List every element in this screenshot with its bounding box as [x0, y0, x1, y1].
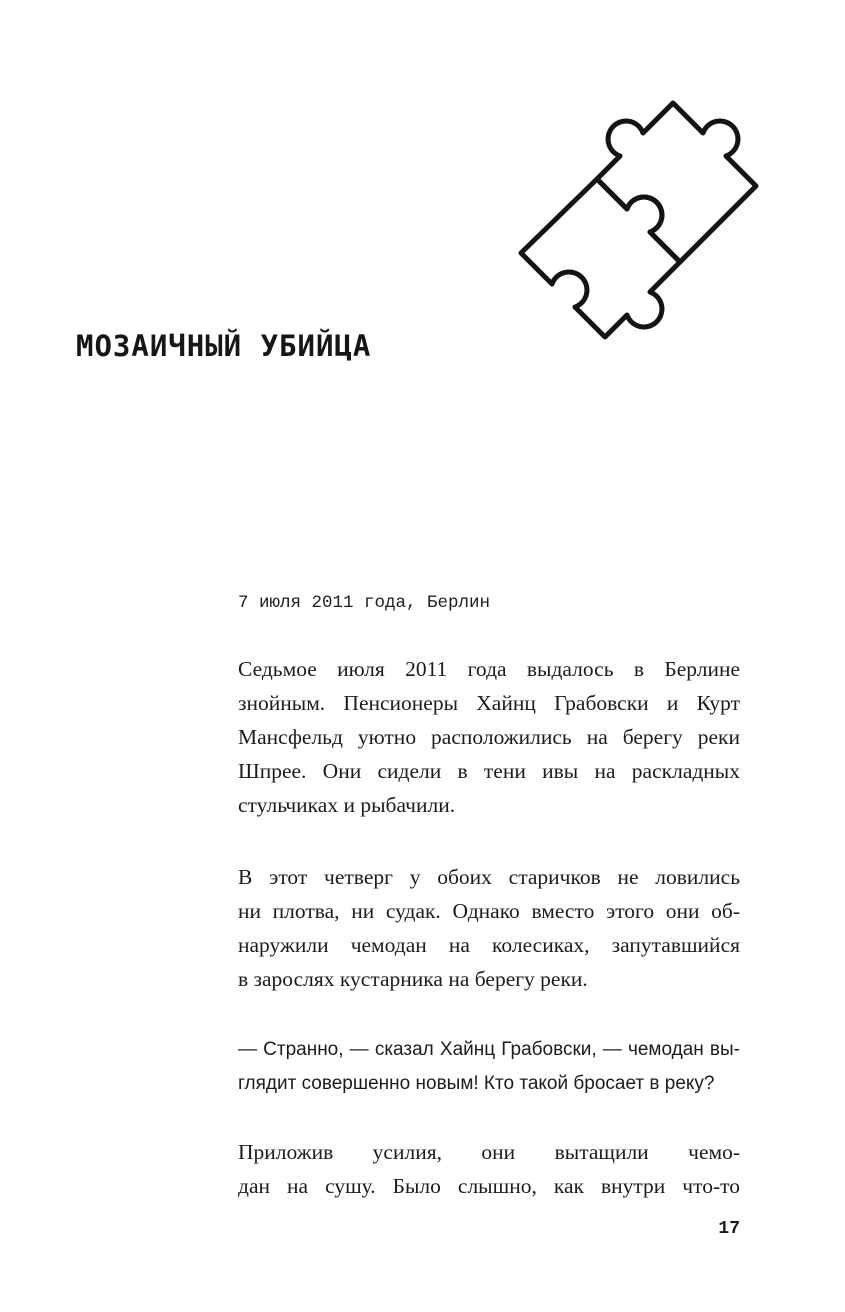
text-line: Шпрее. Они сидели в тени ивы на раскладных [238, 759, 740, 783]
upper-puzzle-piece [597, 103, 756, 262]
text-line: в зарослях кустарника на берегу реки. [238, 967, 588, 991]
text-line: Мансфельд уютно расположились на берегу реки [238, 725, 740, 749]
text-line: В этот четверг у обоих старичков не ловились [238, 865, 740, 889]
text-line: знойным. Пенсионеры Хайнц Грабовски и Курт [238, 691, 740, 715]
text-line: Приложив усилия, они вытащили чемо- [238, 1140, 740, 1164]
text-line: — Странно, — сказал Хайнц Грабовски, — чемодан вы- [238, 1039, 740, 1060]
text-line: наружили чемодан на колесиках, запутавшийся [238, 933, 740, 957]
text-line: глядит совершенно новым! Кто такой бросает в реку? [238, 1073, 715, 1094]
paragraph-2 [238, 860, 740, 996]
paragraph-3-dialogue [238, 1033, 740, 1101]
paragraph-1 [238, 652, 740, 822]
text-line: стульчиках и рыбачили. [238, 793, 456, 817]
chapter-title: МОЗАИЧНЫЙ УБИЙЦА [76, 329, 372, 363]
dateline: 7 июля 2011 года, Берлин [238, 593, 491, 613]
text-line: Седьмое июля 2011 года выдалось в Берлине [238, 657, 740, 681]
lower-puzzle-piece [521, 179, 680, 337]
paragraph-4 [238, 1135, 740, 1203]
page-number: 17 [718, 1219, 740, 1239]
text-line: ни плотва, ни судак. Однако вместо этого они об- [238, 899, 740, 923]
puzzle-pieces-icon [510, 92, 765, 347]
text-line: дан на сушу. Было слышно, как внутри что-то [238, 1174, 740, 1198]
